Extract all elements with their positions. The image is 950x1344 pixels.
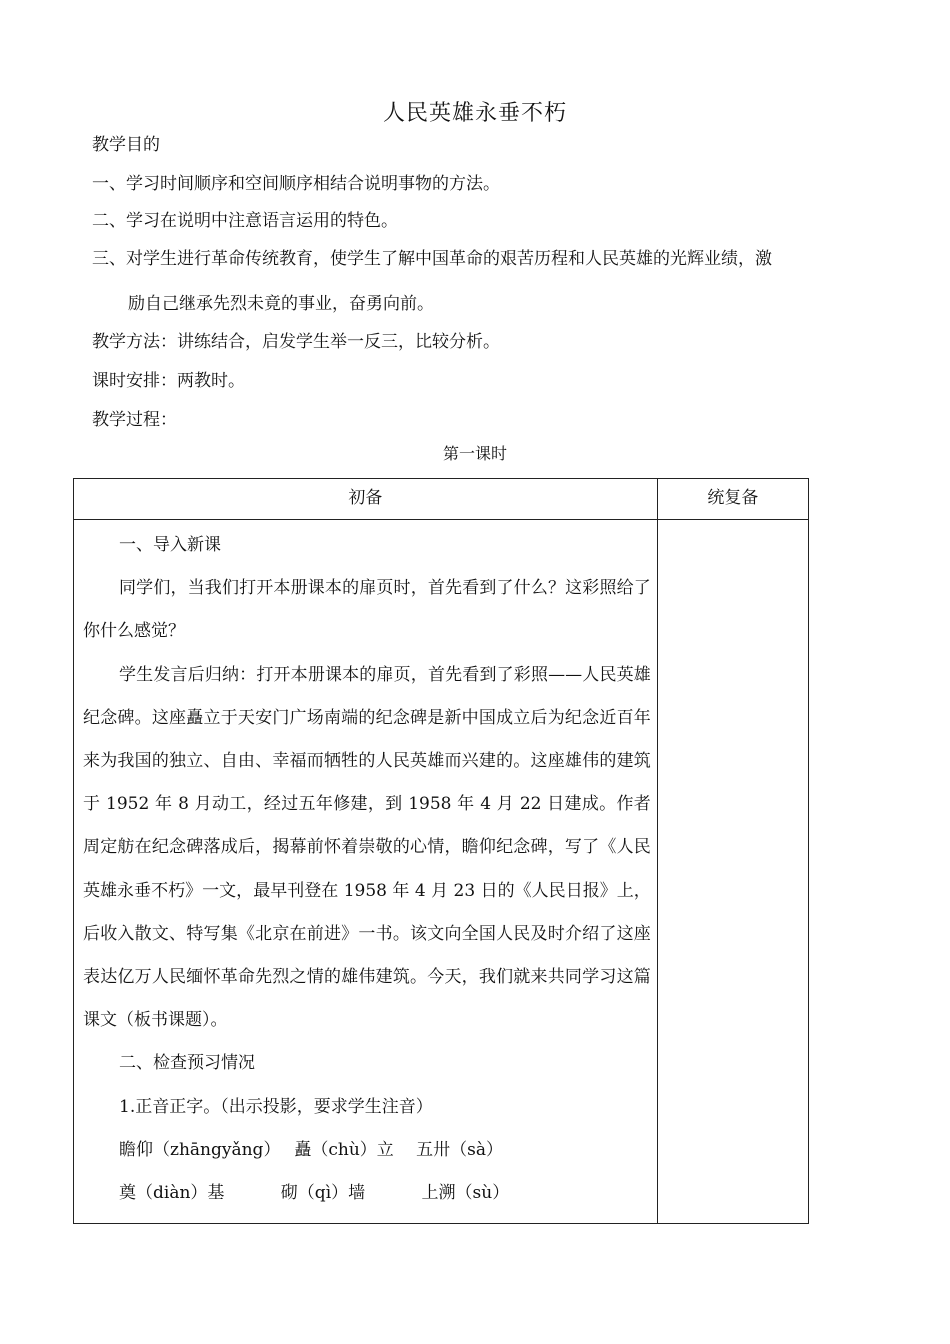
header-initial-prep: 初备: [74, 479, 658, 520]
intro-question-paragraph: 同学们，当我们打开本册课本的扉页时，首先看到了什么？这彩照给了你什么感觉？: [83, 578, 651, 642]
objective-3-continued: 励自己继承先烈未竟的事业，奋勇向前。: [128, 294, 434, 314]
teaching-method: 教学方法：讲练结合，启发学生举一反三，比较分析。: [92, 332, 500, 352]
objective-3: 三、对学生进行革命传统教育，使学生了解中国革命的艰苦历程和人民英雄的光辉业绩，激: [92, 249, 772, 269]
objective-2: 二、学习在说明中注意语言运用的特色。: [92, 211, 398, 231]
section-preview-heading: 二、检查预习情况: [119, 1053, 255, 1074]
class-schedule: 课时安排：两教时。: [92, 371, 245, 391]
summary-paragraph: 学生发言后归纳：打开本册课本的扉页，首先看到了彩照——人民英雄纪念碑。这座矗立于天安门广场南端的纪念碑是新中国成立后为纪念近百年来为我国的独立、自由、幸福而牺牲的人民英雄而兴建的。这座雄伟的建筑于 1952 年 8 月动工，经过五年修建，到 1958 年 4 月 22 日建成。作者周定舫在纪念碑落成后，揭幕前怀着崇敬的心情，瞻仰纪念碑，写了《人民英雄永垂不朽》一文，最早刊登在 1958 年 4 月 23 日的《人民日报》上，后收入散文、特写集《北京在前进》一书。该文向全国人民及时介绍了这座表达亿万人民缅怀革命先烈之情的雄伟建筑。今天，我们就来共同学习这篇课文（板书课题）。: [83, 664, 651, 1031]
lesson-heading: 第一课时: [442, 444, 507, 463]
pronunciation-instruction: 1.正音正字。（出示投影，要求学生注音）: [119, 1096, 433, 1117]
lesson-plan-table: [73, 478, 809, 1224]
section-intro-heading: 一、导入新课: [119, 535, 221, 555]
teaching-process-heading: 教学过程：: [92, 410, 177, 430]
objective-1: 一、学习时间顺序和空间顺序相结合说明事物的方法。: [92, 174, 500, 194]
intro-heading: 教学目的: [92, 135, 160, 155]
document-title: 人民英雄永垂不朽: [382, 101, 567, 126]
vocabulary-row-2: 奠（diàn）基 砌（qì）墙 上溯（sù）: [119, 1183, 510, 1204]
unified-review-cell: [657, 520, 808, 1224]
initial-prep-cell: [74, 520, 658, 1224]
vocabulary-row-1: 瞻仰（zhāngyǎng） 矗（chù）立 五卅（sà）: [119, 1139, 504, 1160]
header-unified-review: 统复备: [657, 479, 808, 520]
